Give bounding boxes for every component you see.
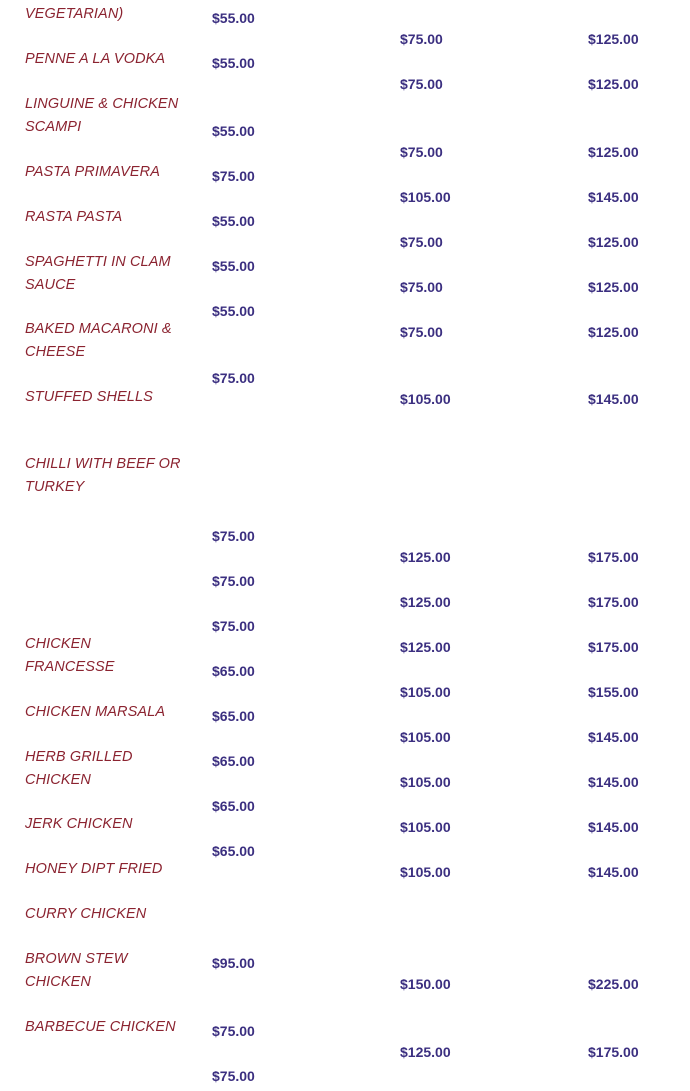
price-medium: $125.00 [400,1044,451,1060]
menu-item-name: CHILLI WITH BEEF OR TURKEY [25,456,181,495]
price-small: $65.00 [212,708,255,724]
menu-item-name: RASTA PASTA [25,209,123,225]
menu-item-name: BAKED MACARONI & CHEESE [25,321,172,360]
price-large: $125.00 [588,324,639,340]
menu-item-name: STUFFED SHELLS [25,389,153,405]
price-large: $175.00 [588,1044,639,1060]
menu-item-name: HONEY DIPT FRIED [25,861,163,877]
price-small: $55.00 [212,258,255,274]
price-small: $65.00 [212,843,255,859]
price-small: $55.00 [212,55,255,71]
price-medium: $125.00 [400,549,451,565]
price-small: $95.00 [212,955,255,971]
price-small: $55.00 [212,213,255,229]
price-medium: $75.00 [400,234,443,250]
menu-item-name: CHICKEN MARSALA [25,704,166,720]
price-medium: $75.00 [400,76,443,92]
menu-item-name: PENNE A LA VODKA [25,51,166,67]
price-medium: $105.00 [400,684,451,700]
price-small: $75.00 [212,370,255,386]
price-medium: $105.00 [400,391,451,407]
price-small: $55.00 [212,123,255,139]
price-medium: $105.00 [400,864,451,880]
price-medium: $105.00 [400,729,451,745]
price-small: $75.00 [212,528,255,544]
price-medium: $150.00 [400,976,451,992]
price-medium: $75.00 [400,144,443,160]
price-large: $145.00 [588,391,639,407]
menu-item-name: JERK CHICKEN [25,816,133,832]
price-large: $125.00 [588,144,639,160]
price-small: $75.00 [212,168,255,184]
price-small: $75.00 [212,1068,255,1084]
price-large: $175.00 [588,594,639,610]
price-large: $125.00 [588,31,639,47]
price-large: $175.00 [588,639,639,655]
price-small: $75.00 [212,573,255,589]
menu-item-name: CURRY CHICKEN [25,906,147,922]
price-large: $145.00 [588,189,639,205]
price-medium: $75.00 [400,279,443,295]
price-large: $145.00 [588,774,639,790]
menu-item-name: PASTA PRIMAVERA [25,164,160,180]
menu-item-name: BROWN STEW CHICKEN [25,951,128,990]
menu-item-name: VEGETARIAN) [25,6,124,22]
price-medium: $105.00 [400,774,451,790]
price-small: $65.00 [212,798,255,814]
menu-item-name: HERB GRILLED CHICKEN [25,749,133,788]
price-small: $65.00 [212,663,255,679]
menu-item-name: LINGUINE & CHICKEN SCAMPI [25,96,179,135]
price-medium: $105.00 [400,189,451,205]
menu-item-name: SPAGHETTI IN CLAM SAUCE [25,254,171,293]
price-small: $75.00 [212,618,255,634]
menu-item-name: BARBECUE CHICKEN [25,1019,176,1035]
price-large: $125.00 [588,76,639,92]
price-small: $65.00 [212,753,255,769]
price-small: $75.00 [212,1023,255,1039]
price-large: $225.00 [588,976,639,992]
price-medium: $125.00 [400,594,451,610]
price-large: $145.00 [588,819,639,835]
price-large: $145.00 [588,729,639,745]
price-medium: $75.00 [400,31,443,47]
price-large: $125.00 [588,279,639,295]
price-medium: $105.00 [400,819,451,835]
price-medium: $75.00 [400,324,443,340]
price-large: $175.00 [588,549,639,565]
price-large: $125.00 [588,234,639,250]
price-small: $55.00 [212,10,255,26]
price-small: $55.00 [212,303,255,319]
price-large: $145.00 [588,864,639,880]
price-medium: $125.00 [400,639,451,655]
menu-item-name: CHICKEN FRANCESSE [25,636,115,675]
price-large: $155.00 [588,684,639,700]
